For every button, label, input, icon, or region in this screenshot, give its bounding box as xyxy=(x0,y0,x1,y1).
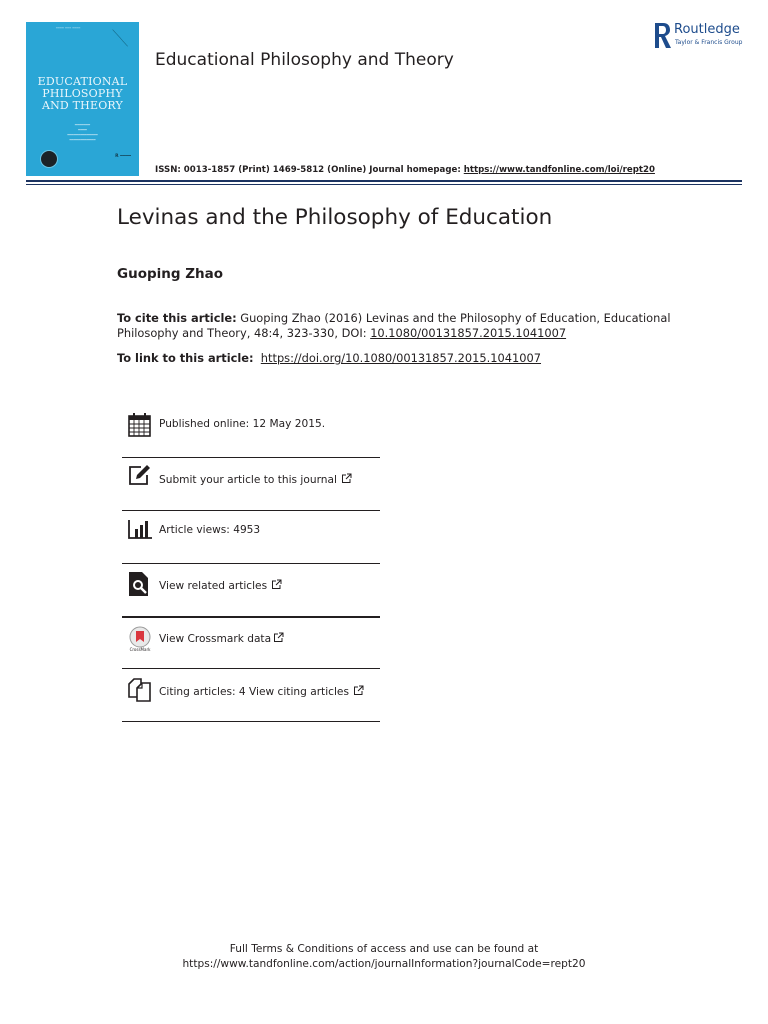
crossmark-link[interactable]: View Crossmark data xyxy=(159,632,284,645)
routledge-r-icon xyxy=(654,22,672,49)
link-label: To link to this article: xyxy=(117,351,254,365)
terms-footer xyxy=(0,942,768,972)
crossmark-logo-text: CrossMark xyxy=(129,647,151,652)
pencil-box-icon xyxy=(127,463,153,489)
row-divider xyxy=(122,616,380,618)
row-divider xyxy=(122,510,380,511)
article-views: Article views: 4953 xyxy=(159,524,261,536)
footer-line-1: Full Terms & Conditions of access and use can be found at xyxy=(229,943,539,955)
issn-text: ISSN: 0013-1857 (Print) 1469-5812 (Online) Journal homepage: xyxy=(155,165,461,175)
cover-title: EDUCATIONAL PHILOSOPHY AND THEORY xyxy=(37,75,128,112)
related-articles-link[interactable]: View related articles xyxy=(159,579,282,592)
cite-label: To cite this article: xyxy=(117,311,237,325)
row-divider xyxy=(122,668,380,669)
cover-seal xyxy=(40,150,58,168)
article-link[interactable]: https://doi.org/10.1080/00131857.2015.1041007 xyxy=(260,351,542,365)
publisher-logo xyxy=(654,22,750,50)
journal-homepage-link[interactable]: https://www.tandfonline.com/loi/rept20 xyxy=(463,165,655,175)
citation-block xyxy=(117,311,677,341)
external-link-icon xyxy=(341,473,352,484)
external-link-icon xyxy=(273,632,284,643)
header-rule xyxy=(26,180,742,182)
cite-text: Guoping Zhao (2016) Levinas and the Philosophy of Education, Educational Philosophy and Theory, 48:4, 323-330, DOI: xyxy=(117,311,671,340)
article-author: Guoping Zhao xyxy=(117,266,224,282)
header-rule-thin xyxy=(26,184,742,185)
row-divider xyxy=(122,721,380,722)
publisher-group: Taylor & Francis Group xyxy=(675,39,743,46)
article-link-line xyxy=(117,351,541,365)
bar-chart-icon xyxy=(127,516,153,542)
magnifier-document-icon xyxy=(127,571,153,597)
external-link-icon xyxy=(271,579,282,590)
row-divider xyxy=(122,457,380,458)
documents-icon xyxy=(127,677,153,703)
submit-article-link[interactable]: Submit your article to this journal xyxy=(159,473,352,486)
publisher-name: Routledge xyxy=(674,22,740,37)
issn-line xyxy=(155,165,655,175)
cover-publisher-logo: R ━━━━ xyxy=(115,154,131,159)
external-link-icon xyxy=(353,685,364,696)
article-title: Levinas and the Philosophy of Education xyxy=(117,205,553,230)
crossmark-icon xyxy=(127,626,153,652)
journal-cover-image: ━━━━ ━━━ ━━━━ ━━━━━━━━━━━ EDUCATIONAL PHILOSOPHY AND THEORY ━━━━━━━ ━━━━ ━━━━━━━━━━━━━━ ━━━━━━━━━━━━ R ━━━━ xyxy=(26,22,139,176)
row-divider xyxy=(122,563,380,564)
journal-title: Educational Philosophy and Theory xyxy=(155,50,454,70)
doi-link[interactable]: 10.1080/00131857.2015.1041007 xyxy=(370,326,567,340)
citing-articles-link[interactable]: Citing articles: 4 View citing articles xyxy=(159,685,364,698)
calendar-icon xyxy=(127,412,153,438)
published-date: Published online: 12 May 2015. xyxy=(159,418,326,430)
footer-terms-link[interactable]: https://www.tandfonline.com/action/journalInformation?journalCode=rept20 xyxy=(182,958,586,970)
